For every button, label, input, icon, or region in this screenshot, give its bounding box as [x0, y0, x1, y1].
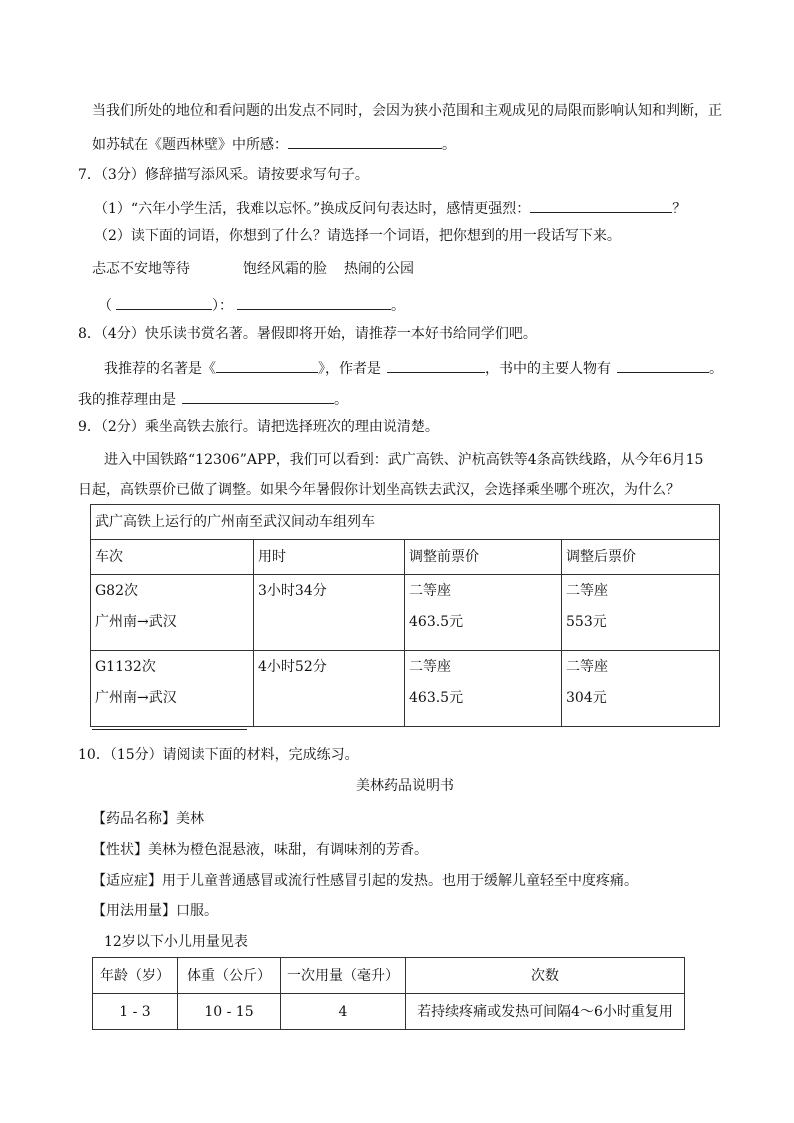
- item-label: 【药品名称】: [92, 811, 176, 827]
- answer-blank-paragraph[interactable]: [237, 295, 391, 310]
- header-age: 年龄（岁）: [93, 958, 178, 994]
- train-route: 广州南→武汉: [95, 614, 177, 630]
- price-after: 553元: [566, 614, 607, 630]
- q7-word-2: 饱经风霜的脸: [243, 261, 327, 277]
- header-train: 车次: [91, 540, 254, 575]
- age-cell: 1 - 3: [93, 994, 178, 1030]
- train-table: [90, 504, 720, 727]
- q7-sub1: [94, 198, 686, 216]
- header-price-after: 调整后票价: [562, 540, 720, 575]
- header-price-before: 调整前票价: [405, 540, 562, 575]
- item-label: 【用法用量】: [92, 903, 176, 919]
- answer-blank-q9[interactable]: [92, 729, 247, 730]
- q7-title: 7．（3分）修辞描写添风采。请按要求写句子。: [78, 167, 369, 183]
- q7-word-1: 忐忑不安地等待: [92, 261, 190, 277]
- header-dose: 一次用量（毫升）: [281, 958, 406, 994]
- q8-p1: 我推荐的名著是《: [104, 361, 216, 377]
- train-cell: [91, 575, 254, 651]
- q10-item-indications: [92, 874, 638, 888]
- seat-class: 二等座: [566, 583, 608, 599]
- price-before: 463.5元: [409, 690, 464, 706]
- answer-blank-book[interactable]: [216, 358, 318, 373]
- table-row: [91, 575, 720, 651]
- train-table-caption-row: [91, 505, 720, 540]
- q7-paren-close: ）：: [212, 298, 233, 314]
- duration-cell: [254, 651, 405, 727]
- header-duration: 用时: [254, 540, 405, 575]
- price-before: 463.5元: [409, 614, 464, 630]
- q7-end: 。: [391, 298, 405, 314]
- answer-blank-poem[interactable]: [288, 134, 442, 149]
- q9-para-2: 日起，高铁票价已做了调整。如果今年暑假你计划坐高铁去武汉，会选择乘坐哪个班次，为什么？: [78, 482, 680, 498]
- seat-class: 二等座: [566, 659, 608, 675]
- q10-doc-title: 美林药品说明书: [356, 778, 454, 794]
- answer-blank-author[interactable]: [387, 358, 485, 373]
- price-after: 304元: [566, 690, 607, 706]
- item-label: 【性状】: [92, 842, 148, 858]
- table-row: [91, 651, 720, 727]
- q8-p6: 。: [334, 392, 348, 408]
- weight-cell: 10 - 15: [178, 994, 281, 1030]
- q10-title: 10．（15分）请阅读下面的材料，完成练习。: [78, 747, 359, 763]
- q7-sub1-text: （1）“六年小学生活，我难以忘怀。”换成反问句表达时，感情更强烈：: [94, 201, 531, 217]
- q8-p4: 。: [709, 361, 723, 377]
- q8-p3: ，书中的主要人物有: [485, 361, 611, 377]
- duration-cell: [254, 575, 405, 651]
- q7-answer-line: [98, 295, 405, 313]
- item-text: 口服。: [176, 903, 218, 919]
- q8-p5: 我的推荐理由是: [78, 392, 176, 408]
- q8-line-1: [104, 358, 723, 376]
- answer-blank-reason[interactable]: [182, 389, 334, 404]
- seat-class: 二等座: [409, 583, 451, 599]
- dose-cell: 4: [281, 994, 406, 1030]
- answer-blank-characters[interactable]: [617, 358, 709, 373]
- q8-title: 8．（4分）快乐读书赏名著。暑假即将开始，请推荐一本好书给同学们吧。: [78, 326, 537, 342]
- item-text: 美林: [176, 811, 204, 827]
- price-after-cell: [562, 575, 720, 651]
- price-before-cell: [405, 575, 562, 651]
- train-number: G1132次: [95, 659, 156, 675]
- item-text: 用于儿童普通感冒或流行性感冒引起的发热。也用于缓解儿童轻至中度疼痛。: [162, 873, 638, 889]
- train-table-header-row: [91, 540, 720, 575]
- q7-sub1-end: ？: [672, 201, 687, 217]
- q10-table-caption: 12岁以下小儿用量见表: [104, 934, 248, 950]
- q7-sub2: （2）读下面的词语，你想到了什么？请选择一个词语，把你想到的用一段话写下来。: [94, 228, 621, 244]
- q9-para-1: 进入中国铁路“12306”APP，我们可以看到：武广高铁、沪杭高铁等4条高铁线路，从今年6月15: [104, 452, 704, 468]
- header-frequency: 次数: [406, 958, 685, 994]
- intro-line-1: 当我们所处的地位和看问题的出发点不同时，会因为狭小范围和主观成见的局限而影响认知和判断，正: [92, 103, 722, 119]
- q9-title: 9．（2分）乘坐高铁去旅行。请把选择班次的理由说清楚。: [78, 419, 439, 435]
- price-before-cell: [405, 651, 562, 727]
- train-duration: 3小时34分: [258, 583, 327, 599]
- frequency-cell: 若持续疼痛或发热可间隔4～6小时重复用: [406, 994, 685, 1030]
- item-text: 美林为橙色混悬液，味甜，有调味剂的芳香。: [148, 842, 428, 858]
- q10-item-name: [92, 812, 204, 826]
- header-weight: 体重（公斤）: [178, 958, 281, 994]
- q8-line-2: [78, 389, 348, 407]
- intro-line-2-text: 如苏轼在《题西林壁》中所感：: [92, 137, 288, 153]
- seat-class: 二等座: [409, 659, 451, 675]
- q10-item-properties: [92, 843, 428, 857]
- dosage-header-row: [93, 958, 685, 994]
- dosage-table: [92, 957, 685, 1030]
- q8-p2: 》，作者是: [318, 361, 381, 377]
- q10-item-usage: [92, 904, 218, 918]
- answer-blank-rhetorical[interactable]: [530, 198, 672, 213]
- answer-blank-word[interactable]: [116, 295, 212, 310]
- train-table-caption: 武广高铁上运行的广州南至武汉间动车组列车: [91, 505, 720, 540]
- price-after-cell: [562, 651, 720, 727]
- train-route: 广州南→武汉: [95, 690, 177, 706]
- train-cell: [91, 651, 254, 727]
- train-number: G82次: [95, 583, 138, 599]
- item-label: 【适应症】: [92, 873, 162, 889]
- train-duration: 4小时52分: [258, 659, 327, 675]
- q7-paren-open: （: [98, 298, 112, 314]
- q7-word-3: 热闹的公园: [344, 261, 414, 277]
- intro-end: 。: [442, 137, 456, 153]
- table-row: [93, 994, 685, 1030]
- intro-line-2: [92, 134, 456, 152]
